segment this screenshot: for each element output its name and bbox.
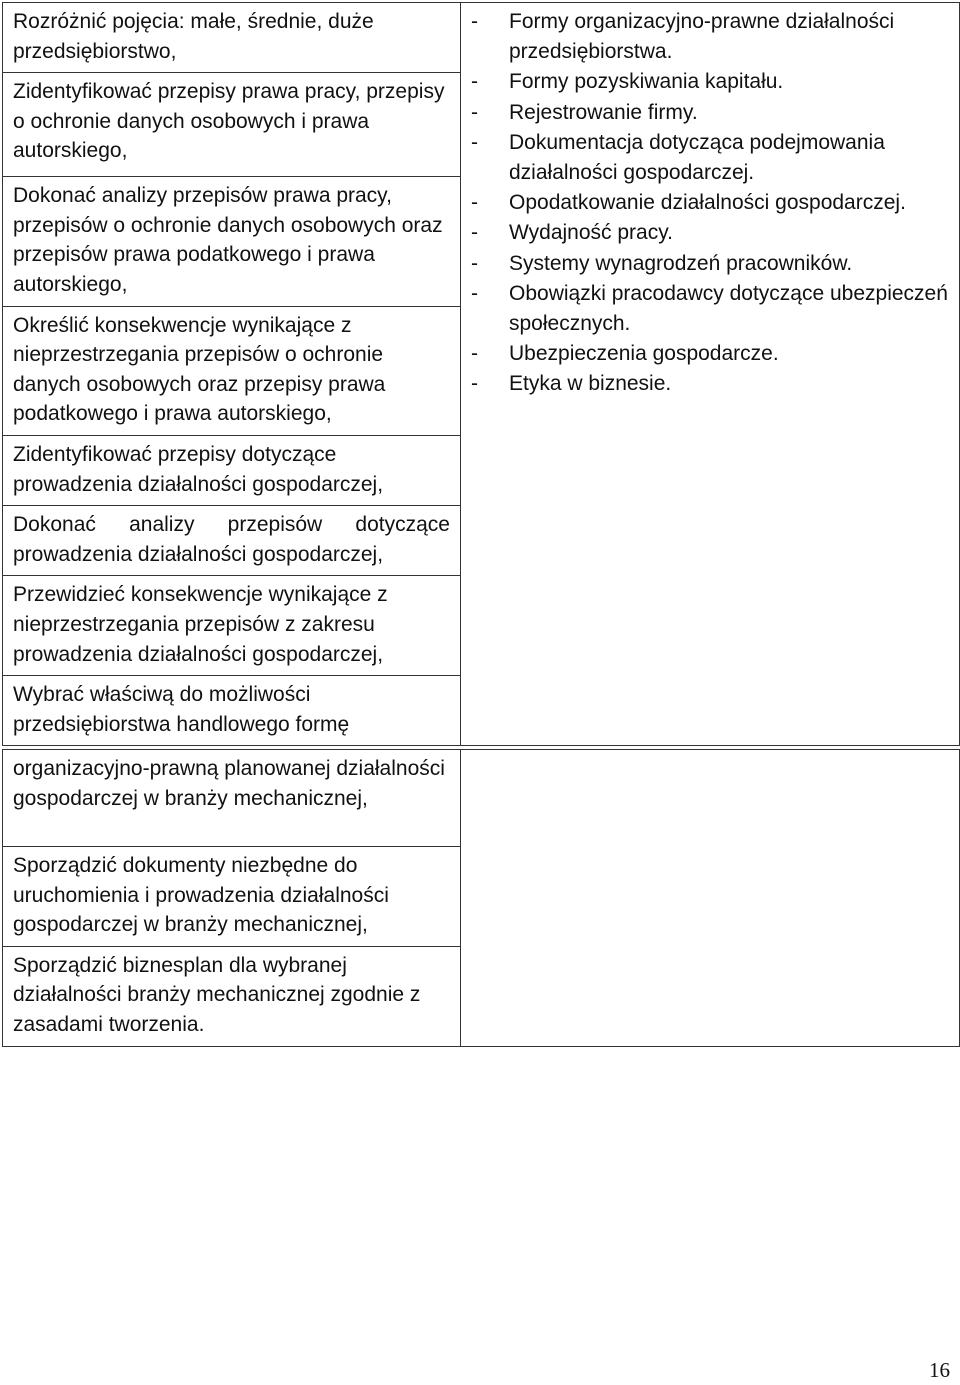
skill-text: Rozróżnić pojęcia: małe, średnie, duże przedsiębiorstwo, <box>13 10 374 63</box>
skill-text: Zidentyfikować przepisy dotyczące prowadzenia działalności gospodarczej, <box>13 442 384 496</box>
skill-cell <box>3 676 461 746</box>
topic-text: Obowiązki pracodawcy dotyczące ubezpieczeń społecznych. <box>509 281 948 336</box>
skill-text: Wybrać właściwą do możliwości przedsiębiorstwa handlowego formę <box>13 683 350 736</box>
skill-cell <box>3 750 461 847</box>
skill-cell <box>3 3 461 73</box>
skill-text: Zidentyfikować przepisy prawa pracy, przepisy o ochronie danych osobowych i prawa autorskiego, <box>13 80 445 163</box>
requirements-table-1 <box>2 2 960 746</box>
skill-cell <box>3 177 461 306</box>
skill-cell <box>3 306 461 435</box>
dash-bullet: - <box>471 70 478 94</box>
dash-bullet: - <box>471 100 478 124</box>
dash-bullet: - <box>471 10 478 33</box>
list-item <box>471 67 953 97</box>
skill-text: Określić konsekwencje wynikające z nieprzestrzegania przepisów o ochronie danych osobowych oraz przepisy prawa podatkowego i prawa autorskiego, <box>13 313 386 426</box>
skill-cell <box>3 847 461 947</box>
skill-text: Przewidzieć konsekwencje wynikające z nieprzestrzegania przepisów z zakresu prowadzenia działalności gospodarczej, <box>13 583 388 666</box>
skill-cell <box>3 73 461 177</box>
topic-text: Formy organizacyjno-prawne działalności przedsiębiorstwa. <box>509 10 895 64</box>
dash-bullet: - <box>471 130 478 154</box>
topic-text: Dokumentacja dotycząca podejmowania działalności gospodarczej. <box>509 130 885 185</box>
list-item <box>471 279 953 339</box>
topics-cell-empty <box>461 750 960 1047</box>
page-number: 16 <box>929 1358 950 1382</box>
dash-bullet: - <box>471 221 478 245</box>
dash-bullet: - <box>471 372 478 396</box>
skill-text: Sporządzić biznesplan dla wybranej działalności branży mechanicznej zgodnie z zasadami tworzenia. <box>13 953 421 1036</box>
topic-text: Systemy wynagrodzeń pracowników. <box>509 251 853 275</box>
list-item <box>471 369 953 399</box>
list-item <box>471 339 953 369</box>
topic-text: Ubezpieczenia gospodarcze. <box>509 342 779 366</box>
skill-cell <box>3 506 461 576</box>
list-item <box>471 249 953 279</box>
topic-text: Formy pozyskiwania kapitału. <box>509 70 784 94</box>
topic-text: Opodatkowanie działalności gospodarczej. <box>509 191 906 215</box>
list-item <box>471 128 953 188</box>
skill-cell <box>3 576 461 676</box>
list-item <box>471 98 953 128</box>
dash-bullet: - <box>471 251 478 275</box>
skill-text: organizacyjno-prawną planowanej działalności gospodarczej w branży mechanicznej, <box>13 757 445 810</box>
topic-text: Etyka w biznesie. <box>509 372 672 396</box>
list-item <box>471 218 953 248</box>
skill-cell <box>3 946 461 1046</box>
topics-list <box>461 3 959 400</box>
skill-text: Sporządzić dokumenty niezbędne do uruchomienia i prowadzenia działalności gospodarczej w branży mechanicznej, <box>13 854 389 937</box>
requirements-table-2 <box>2 749 960 1047</box>
topic-text: Wydajność pracy. <box>509 221 673 245</box>
skill-text: Dokonać analizy przepisów dotyczące prowadzenia działalności gospodarczej, <box>13 513 450 566</box>
dash-bullet: - <box>471 191 478 215</box>
topics-cell <box>461 3 960 746</box>
dash-bullet: - <box>471 342 478 366</box>
list-item <box>471 188 953 218</box>
list-item <box>471 7 953 67</box>
skill-cell <box>3 435 461 505</box>
skill-text: Dokonać analizy przepisów prawa pracy, przepisów o ochronie danych osobowych oraz przepisów prawa podatkowego i prawa autorskiego, <box>13 184 443 296</box>
topic-text: Rejestrowanie firmy. <box>509 100 698 124</box>
dash-bullet: - <box>471 281 478 305</box>
